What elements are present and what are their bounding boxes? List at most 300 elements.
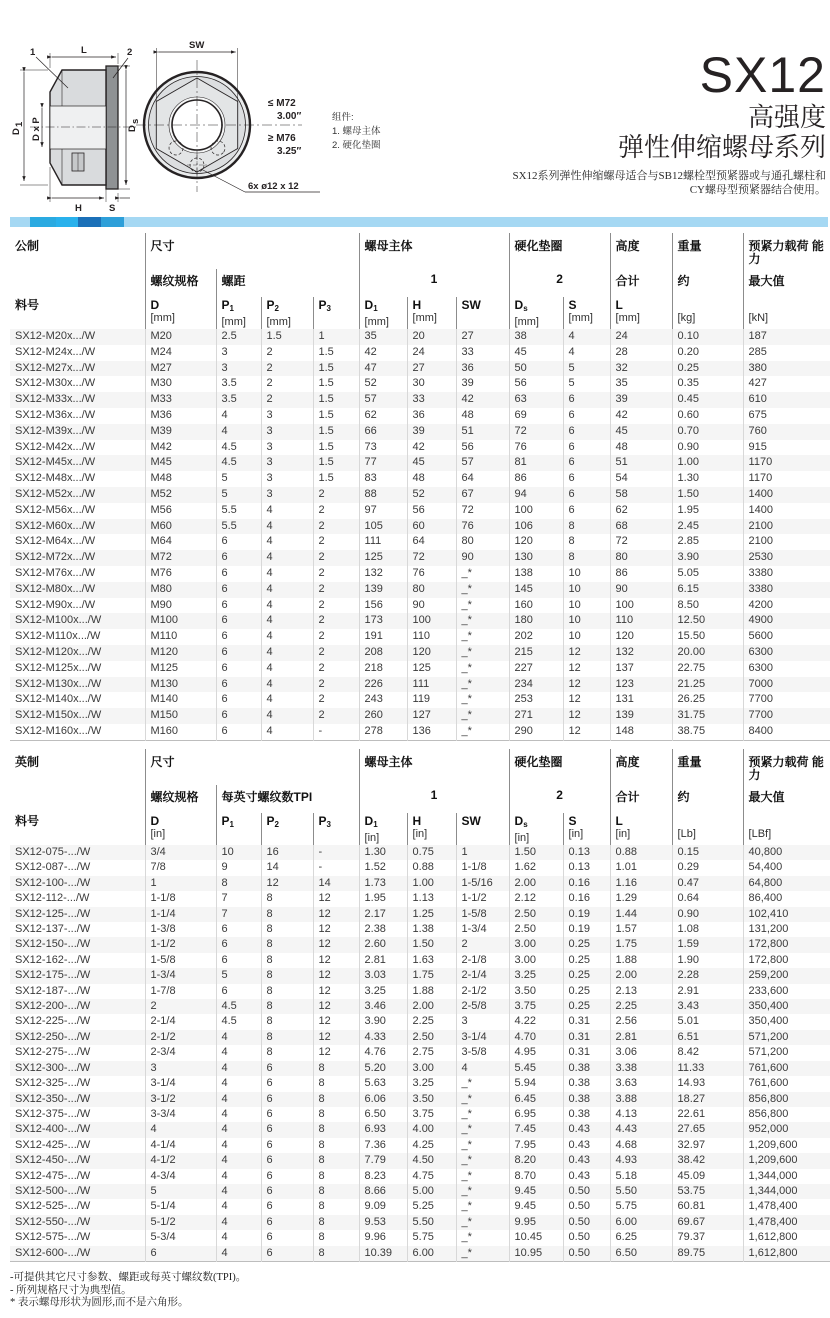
table-cell: 14 bbox=[261, 860, 313, 875]
table-cell: 35 bbox=[359, 329, 407, 345]
table-cell: 571,200 bbox=[743, 1045, 830, 1060]
table-cell: 2 bbox=[313, 613, 359, 629]
table-cell: 1-1/2 bbox=[456, 891, 509, 906]
table-cell: 8 bbox=[261, 891, 313, 906]
column-group-header: 高度 bbox=[610, 233, 672, 269]
table-cell: 12 bbox=[563, 708, 610, 724]
table-cell: 4 bbox=[216, 1138, 261, 1153]
table-cell: 5 bbox=[563, 376, 610, 392]
footnote-line: - 所列规格尺寸为典型值。 bbox=[10, 1284, 132, 1296]
table-cell: 111 bbox=[359, 534, 407, 550]
table-cell: 110 bbox=[407, 629, 456, 645]
table-cell: M100 bbox=[145, 613, 216, 629]
table-cell: 856,800 bbox=[743, 1107, 830, 1122]
table-cell: 0.25 bbox=[672, 361, 743, 377]
table-cell: 7700 bbox=[743, 708, 830, 724]
table-cell: 4-1/2 bbox=[145, 1153, 216, 1168]
table-cell: 4.43 bbox=[610, 1122, 672, 1137]
table-cell: 12 bbox=[313, 1014, 359, 1029]
column-group-header bbox=[10, 269, 145, 297]
table-cell: 111 bbox=[407, 677, 456, 693]
accent-bar-segment bbox=[101, 217, 124, 227]
table-cell: 10 bbox=[563, 598, 610, 614]
table-cell: 148 bbox=[610, 724, 672, 740]
dim-label-Ds-sub: s bbox=[130, 118, 141, 124]
table-cell: 1-1/2 bbox=[145, 937, 216, 952]
table-cell: 0.38 bbox=[563, 1061, 610, 1076]
table-cell: 1.90 bbox=[672, 953, 743, 968]
table-cell: M140 bbox=[145, 692, 216, 708]
part-number-cell: SX12-M80x.../W bbox=[15, 582, 96, 595]
table-cell: 40,800 bbox=[743, 845, 830, 860]
table-cell: 0.50 bbox=[563, 1199, 610, 1214]
table-cell: 2100 bbox=[743, 534, 830, 550]
table-cell: 137 bbox=[610, 661, 672, 677]
table-cell: 12.50 bbox=[672, 613, 743, 629]
table-cell: 227 bbox=[509, 661, 563, 677]
part-number-cell: SX12-350-.../W bbox=[15, 1092, 91, 1105]
table-cell: 123 bbox=[610, 677, 672, 693]
table-cell: 571,200 bbox=[743, 1030, 830, 1045]
part-number-cell: SX12-M33x.../W bbox=[15, 393, 96, 406]
table-cell: 2 bbox=[261, 361, 313, 377]
table-cell: - bbox=[313, 724, 359, 740]
table-cell: 0.47 bbox=[672, 876, 743, 891]
table-cell: 3.5 bbox=[216, 392, 261, 408]
table-cell: 2 bbox=[261, 392, 313, 408]
table-cell: 1.44 bbox=[610, 907, 672, 922]
table-cell: 12 bbox=[313, 953, 359, 968]
part-number-cell: SX12-M48x.../W bbox=[15, 472, 96, 485]
table-row bbox=[10, 661, 830, 677]
table-cell: 218 bbox=[359, 661, 407, 677]
table-cell: 73 bbox=[359, 440, 407, 456]
table-cell: 1.75 bbox=[610, 937, 672, 952]
table-cell: 0.25 bbox=[563, 937, 610, 952]
table-cell: 0.64 bbox=[672, 891, 743, 906]
table-cell: 0.13 bbox=[563, 860, 610, 875]
table-cell: 86 bbox=[509, 471, 563, 487]
table-cell: 856,800 bbox=[743, 1092, 830, 1107]
table-cell: 3.50 bbox=[509, 984, 563, 999]
table-cell: 2 bbox=[313, 487, 359, 503]
part-number-cell: SX12-325-.../W bbox=[15, 1077, 91, 1090]
table-cell: 3.00 bbox=[509, 953, 563, 968]
column-header: D [mm] bbox=[145, 297, 216, 329]
table-cell: 8 bbox=[313, 1153, 359, 1168]
table-cell: 1.38 bbox=[407, 922, 456, 937]
column-group-header: 螺纹规格 bbox=[145, 269, 216, 297]
table-cell: 45 bbox=[407, 455, 456, 471]
washer-shape bbox=[106, 66, 118, 189]
table-cell: 8.70 bbox=[509, 1169, 563, 1184]
table-cell: 1.52 bbox=[359, 860, 407, 875]
table-cell: 1,612,800 bbox=[743, 1230, 830, 1245]
table-cell: 10 bbox=[216, 845, 261, 860]
table-cell: 8 bbox=[261, 937, 313, 952]
table-cell: 110 bbox=[610, 613, 672, 629]
table-cell: 38 bbox=[509, 329, 563, 345]
table-cell: 100 bbox=[407, 613, 456, 629]
column-group-header: 最大值 bbox=[743, 269, 830, 297]
table-cell: 10.39 bbox=[359, 1246, 407, 1262]
table-cell: 64,800 bbox=[743, 876, 830, 891]
table-cell: 1.88 bbox=[610, 953, 672, 968]
table-cell: 36 bbox=[456, 361, 509, 377]
thread-note-large: ≥ M76 bbox=[268, 133, 296, 144]
table-cell: 54 bbox=[610, 471, 672, 487]
table-cell: 1,209,600 bbox=[743, 1153, 830, 1168]
column-header: P2 [mm] bbox=[261, 297, 313, 329]
table-cell: 1.5 bbox=[261, 329, 313, 345]
table-cell: 16 bbox=[261, 845, 313, 860]
table-cell: 79.37 bbox=[672, 1230, 743, 1245]
table-cell: 4 bbox=[216, 1184, 261, 1199]
table-cell: 0.25 bbox=[563, 968, 610, 983]
table-cell: 7 bbox=[216, 907, 261, 922]
table-cell: 0.29 bbox=[672, 860, 743, 875]
table-cell: 172,800 bbox=[743, 937, 830, 952]
table-cell: 56 bbox=[407, 503, 456, 519]
dim-label-S: S bbox=[109, 203, 116, 214]
table-cell: 4 bbox=[216, 1246, 261, 1262]
table-row bbox=[10, 1184, 830, 1199]
column-group-header: 预紧力载荷 能力 bbox=[743, 233, 830, 269]
table-cell: 1,344,000 bbox=[743, 1184, 830, 1199]
table-cell: 4 bbox=[261, 566, 313, 582]
table-cell: 4.5 bbox=[216, 999, 261, 1014]
table-cell: M36 bbox=[145, 408, 216, 424]
table-cell: 3 bbox=[261, 424, 313, 440]
part-number-cell: SX12-M110x.../W bbox=[15, 630, 101, 643]
table-cell: _* bbox=[456, 1246, 509, 1262]
table-cell: M33 bbox=[145, 392, 216, 408]
table-cell: 4.76 bbox=[359, 1045, 407, 1060]
table-cell: 2.00 bbox=[509, 876, 563, 891]
table-cell: 1.01 bbox=[610, 860, 672, 875]
table-cell: 2.50 bbox=[407, 1030, 456, 1045]
table-cell: 119 bbox=[407, 692, 456, 708]
table-cell: 48 bbox=[610, 440, 672, 456]
table-cell: 6 bbox=[261, 1061, 313, 1076]
table-cell: 132 bbox=[610, 645, 672, 661]
table-cell: 760 bbox=[743, 424, 830, 440]
table-cell: 4.25 bbox=[407, 1138, 456, 1153]
table-cell: 6 bbox=[261, 1153, 313, 1168]
table-cell: 0.20 bbox=[672, 345, 743, 361]
part-number-cell: SX12-M125x.../W bbox=[15, 661, 102, 674]
table-cell: 8 bbox=[261, 922, 313, 937]
table-cell: 3 bbox=[216, 361, 261, 377]
dim-label-SW: SW bbox=[189, 40, 205, 51]
table-cell: 20 bbox=[407, 329, 456, 345]
part-number-cell: SX12-M36x.../W bbox=[15, 408, 96, 421]
table-cell: 5.50 bbox=[610, 1184, 672, 1199]
column-header: Ds [mm] bbox=[509, 297, 563, 329]
table-cell: 52 bbox=[407, 487, 456, 503]
table-cell: 1170 bbox=[743, 455, 830, 471]
table-cell: 3 bbox=[456, 1014, 509, 1029]
table-cell: 427 bbox=[743, 376, 830, 392]
table-cell: 83 bbox=[359, 471, 407, 487]
table-cell: 0.19 bbox=[563, 907, 610, 922]
table-row bbox=[10, 937, 830, 952]
table-cell: 8 bbox=[216, 876, 261, 891]
table-cell: 9.45 bbox=[509, 1199, 563, 1214]
table-cell: 8 bbox=[261, 984, 313, 999]
table-cell: 6 bbox=[261, 1199, 313, 1214]
table-row bbox=[10, 1169, 830, 1184]
table-cell: 3.38 bbox=[610, 1061, 672, 1076]
table-row bbox=[10, 1014, 830, 1029]
table-cell: 234 bbox=[509, 677, 563, 693]
table-row bbox=[10, 1076, 830, 1091]
table-row bbox=[10, 708, 830, 724]
table-row bbox=[10, 1230, 830, 1245]
table-cell: 1.25 bbox=[407, 907, 456, 922]
table-cell: 3-3/4 bbox=[145, 1107, 216, 1122]
table-cell: 88 bbox=[359, 487, 407, 503]
table-cell: 350,400 bbox=[743, 999, 830, 1014]
column-group-header: 尺寸 bbox=[145, 233, 359, 269]
column-header: D1 [mm] bbox=[359, 297, 407, 329]
table-row bbox=[10, 1107, 830, 1122]
table-cell: 31.75 bbox=[672, 708, 743, 724]
table-cell: 8 bbox=[563, 550, 610, 566]
part-number-cell: SX12-500-.../W bbox=[15, 1184, 91, 1197]
table-cell: 62 bbox=[359, 408, 407, 424]
part-number-cell: SX12-M150x.../W bbox=[15, 709, 102, 722]
table-cell: _* bbox=[456, 598, 509, 614]
header-row bbox=[10, 233, 830, 269]
table-cell: M20 bbox=[145, 329, 216, 345]
table-cell: 3.25 bbox=[509, 968, 563, 983]
table-cell: 4 bbox=[216, 1061, 261, 1076]
table-cell: 761,600 bbox=[743, 1061, 830, 1076]
table-cell: 5.5 bbox=[216, 519, 261, 535]
table-cell: 1170 bbox=[743, 471, 830, 487]
column-header: H [in] bbox=[407, 813, 456, 845]
table-cell: _* bbox=[456, 1076, 509, 1091]
table-row bbox=[10, 968, 830, 983]
table-cell: 6 bbox=[563, 455, 610, 471]
table-cell: 4 bbox=[261, 550, 313, 566]
table-cell: 4.95 bbox=[509, 1045, 563, 1060]
column-header: P3 bbox=[313, 297, 359, 329]
table-cell: 0.16 bbox=[563, 891, 610, 906]
table-cell: M56 bbox=[145, 503, 216, 519]
table-cell: 1.59 bbox=[672, 937, 743, 952]
table-cell: 2.28 bbox=[672, 968, 743, 983]
table-cell: 6.06 bbox=[359, 1092, 407, 1107]
table-cell: 10.45 bbox=[509, 1230, 563, 1245]
table-cell: 5.05 bbox=[672, 566, 743, 582]
column-group-header: 2 bbox=[509, 785, 610, 813]
table-cell: 42 bbox=[610, 408, 672, 424]
table-cell: 2.17 bbox=[359, 907, 407, 922]
table-cell: _* bbox=[456, 1107, 509, 1122]
header-row bbox=[10, 749, 830, 785]
table-cell: 8 bbox=[313, 1215, 359, 1230]
table-cell: 2100 bbox=[743, 519, 830, 535]
part-number-cell: SX12-M42x.../W bbox=[15, 440, 96, 453]
table-cell: 18.27 bbox=[672, 1092, 743, 1107]
table-cell: 8 bbox=[313, 1076, 359, 1091]
holes-note: 6x ø12 x 12 bbox=[248, 181, 299, 192]
table-row bbox=[10, 1138, 830, 1153]
table-cell: 6.50 bbox=[610, 1246, 672, 1262]
table-cell: 51 bbox=[610, 455, 672, 471]
table-cell: - bbox=[313, 845, 359, 860]
table-cell: 6 bbox=[216, 566, 261, 582]
table-cell: M24 bbox=[145, 345, 216, 361]
table-cell: 0.19 bbox=[563, 922, 610, 937]
table-cell: 2.12 bbox=[509, 891, 563, 906]
table-cell: 0.31 bbox=[563, 1030, 610, 1045]
table-cell: 12 bbox=[261, 876, 313, 891]
table-cell: 0.50 bbox=[563, 1230, 610, 1245]
table-cell: 1.62 bbox=[509, 860, 563, 875]
table-cell: M39 bbox=[145, 424, 216, 440]
table-cell: 5 bbox=[216, 471, 261, 487]
part-number-cell: SX12-075-.../W bbox=[15, 846, 91, 858]
part-number-cell: SX12-175-.../W bbox=[15, 969, 91, 982]
table-cell: 0.43 bbox=[563, 1169, 610, 1184]
table-cell: 76 bbox=[509, 440, 563, 456]
part-number-cell: SX12-M160x.../W bbox=[15, 724, 102, 737]
table-cell: 3 bbox=[261, 455, 313, 471]
table-cell: 1.30 bbox=[359, 845, 407, 860]
table-cell: 86 bbox=[610, 566, 672, 582]
table-cell: 4.50 bbox=[407, 1153, 456, 1168]
table-cell: 6 bbox=[216, 724, 261, 740]
part-number-cell: SX12-600-.../W bbox=[15, 1246, 91, 1259]
table-cell: 0.25 bbox=[563, 999, 610, 1014]
table-cell: 8 bbox=[313, 1122, 359, 1137]
table-cell: 4.70 bbox=[509, 1030, 563, 1045]
table-cell: 10.95 bbox=[509, 1246, 563, 1262]
table-cell: _* bbox=[456, 613, 509, 629]
table-cell: 0.50 bbox=[563, 1246, 610, 1262]
part-number-cell: SX12-M76x.../W bbox=[15, 566, 96, 579]
table-cell: 8 bbox=[313, 1169, 359, 1184]
table-cell: 60.81 bbox=[672, 1199, 743, 1214]
table-row bbox=[10, 984, 830, 999]
table-cell: 39 bbox=[407, 424, 456, 440]
table-cell: 4 bbox=[216, 1215, 261, 1230]
table-cell: 4 bbox=[216, 1122, 261, 1137]
table-cell: 4-1/4 bbox=[145, 1138, 216, 1153]
accent-bar-segment bbox=[30, 217, 56, 227]
column-group-header: 硬化垫圈 bbox=[509, 749, 610, 785]
table-cell: 4 bbox=[261, 613, 313, 629]
table-cell: M160 bbox=[145, 724, 216, 740]
table-cell: 2.25 bbox=[610, 999, 672, 1014]
table-cell: 8 bbox=[313, 1138, 359, 1153]
table-cell: 1.16 bbox=[610, 876, 672, 891]
table-cell: 2.25 bbox=[407, 1014, 456, 1029]
table-cell: 4.13 bbox=[610, 1107, 672, 1122]
part-number-cell: SX12-300-.../W bbox=[15, 1061, 91, 1074]
table-cell: 10 bbox=[563, 629, 610, 645]
table-cell: M130 bbox=[145, 677, 216, 693]
table-row bbox=[10, 345, 830, 361]
table-cell: 1-1/8 bbox=[456, 860, 509, 875]
imperial-spec-table bbox=[10, 749, 830, 1262]
accent-bar-segment bbox=[10, 217, 30, 227]
table-cell: 1,612,800 bbox=[743, 1246, 830, 1262]
table-cell: 1.08 bbox=[672, 922, 743, 937]
table-cell: 8 bbox=[261, 907, 313, 922]
column-group-header: 螺母主体 bbox=[359, 233, 509, 269]
table-cell: 120 bbox=[610, 629, 672, 645]
table-cell: 105 bbox=[359, 519, 407, 535]
table-cell: 60 bbox=[407, 519, 456, 535]
table-cell: 12 bbox=[313, 984, 359, 999]
table-cell: 6.93 bbox=[359, 1122, 407, 1137]
footnote-line: * 表示螺母形状为圆形,而不是六角形。 bbox=[10, 1297, 189, 1308]
table-cell: 5-3/4 bbox=[145, 1230, 216, 1245]
column-header: L [mm] bbox=[610, 297, 672, 329]
table-cell: 271 bbox=[509, 708, 563, 724]
table-cell: 6 bbox=[216, 582, 261, 598]
table-cell: 2.45 bbox=[672, 519, 743, 535]
table-cell: 53.75 bbox=[672, 1184, 743, 1199]
table-cell: 2-3/4 bbox=[145, 1045, 216, 1060]
table-cell: 51 bbox=[456, 424, 509, 440]
table-cell: 4 bbox=[261, 534, 313, 550]
dim-label-Ds: D bbox=[127, 125, 138, 132]
thread-note-small: ≤ M72 bbox=[268, 98, 296, 109]
table-cell: 2 bbox=[456, 937, 509, 952]
table-cell: 3 bbox=[261, 487, 313, 503]
part-number-cell: SX12-575-.../W bbox=[15, 1231, 91, 1244]
table-cell: 0.43 bbox=[563, 1138, 610, 1153]
table-cell: 4 bbox=[261, 661, 313, 677]
table-row bbox=[10, 329, 830, 345]
table-cell: _* bbox=[456, 1153, 509, 1168]
table-cell: 22.61 bbox=[672, 1107, 743, 1122]
table-cell: 4 bbox=[261, 519, 313, 535]
table-cell: 3.75 bbox=[407, 1107, 456, 1122]
table-cell: 1.5 bbox=[313, 424, 359, 440]
table-cell: 6 bbox=[216, 598, 261, 614]
table-cell: 1.00 bbox=[407, 876, 456, 891]
column-group-header: 约 bbox=[672, 269, 743, 297]
table-cell: 4.93 bbox=[610, 1153, 672, 1168]
table-cell: 6 bbox=[216, 534, 261, 550]
table-cell: 2 bbox=[313, 598, 359, 614]
table-cell: 1 bbox=[145, 876, 216, 891]
table-cell: 2-1/8 bbox=[456, 953, 509, 968]
table-cell: 38.75 bbox=[672, 724, 743, 740]
table-cell: 4900 bbox=[743, 613, 830, 629]
table-cell: 4.00 bbox=[407, 1122, 456, 1137]
table-cell: M27 bbox=[145, 361, 216, 377]
height-note-large: 3.25″ bbox=[277, 146, 302, 157]
column-group-header: 重量 bbox=[672, 749, 743, 785]
table-cell: 4.68 bbox=[610, 1138, 672, 1153]
column-header: [kN] bbox=[743, 297, 830, 329]
table-cell: 3.43 bbox=[672, 999, 743, 1014]
table-cell: 4 bbox=[216, 1153, 261, 1168]
column-group-header: 螺母主体 bbox=[359, 749, 509, 785]
table-cell: 1.57 bbox=[610, 922, 672, 937]
table-row bbox=[10, 1199, 830, 1214]
column-header: H [mm] bbox=[407, 297, 456, 329]
table-cell: 215 bbox=[509, 645, 563, 661]
table-cell: 8 bbox=[313, 1199, 359, 1214]
